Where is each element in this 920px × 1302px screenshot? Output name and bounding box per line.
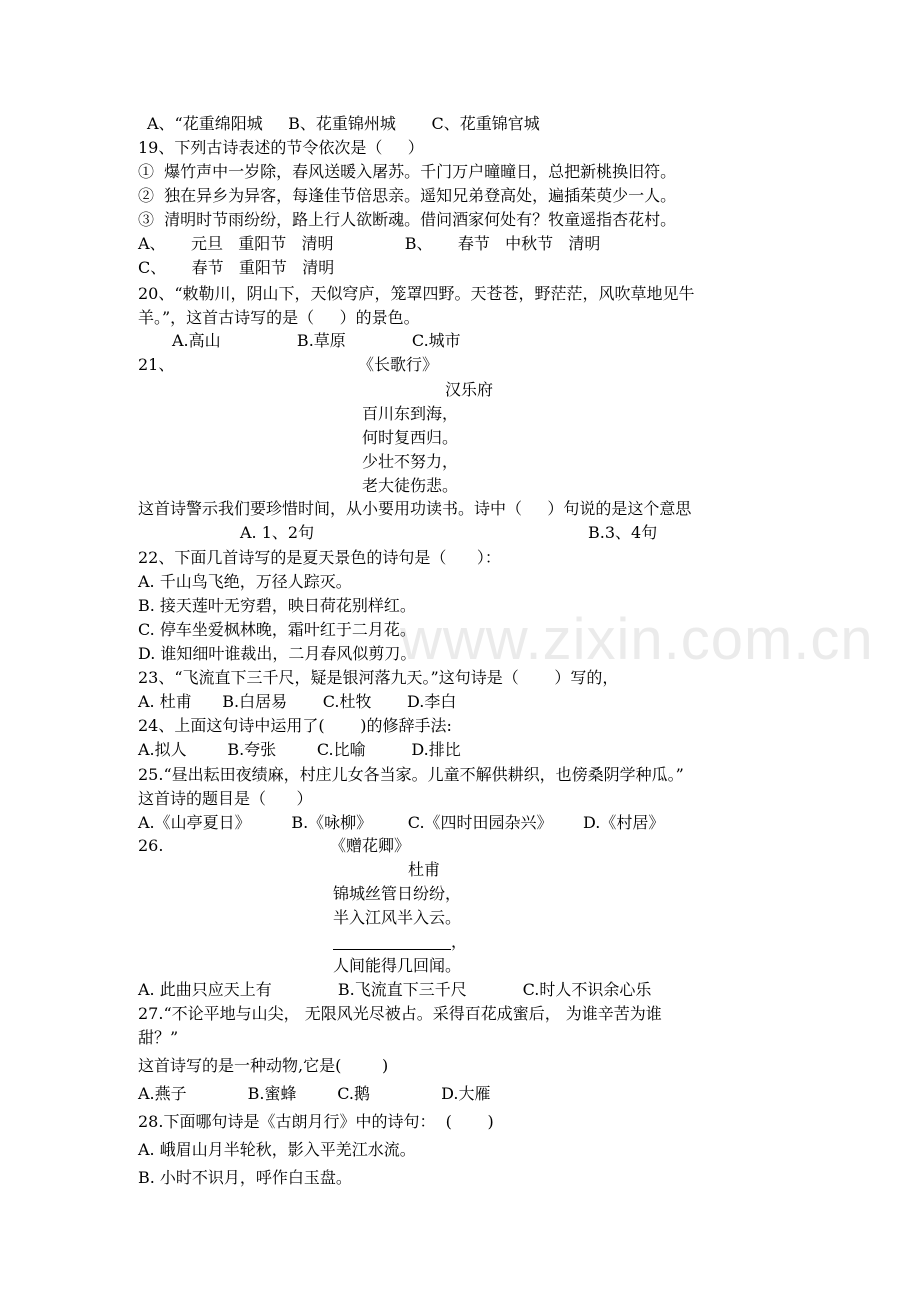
q20-question-line1: 20、“敕勒川，阴山下，天似穹庐，笼罩四野。天苍苍，野茫茫，风吹草地见牛 [138, 284, 695, 303]
q26-options: A. 此曲只应天上有 B.飞流直下三千尺 C.时人不识余心乐 [138, 980, 652, 999]
q26-poem-line1: 锦城丝管日纷纷， [333, 884, 462, 903]
q22-question: 22、下面几首诗写的是夏天景色的诗句是（ ）： [138, 548, 501, 567]
q20-options: A.高山 B.草原 C.城市 [172, 331, 461, 350]
q26-poem-line4: 人间能得几回闻。 [333, 956, 462, 975]
q27-ask: 这首诗写的是一种动物,它是( ) [138, 1056, 389, 1075]
q21-option-a: A. 1、2句 [240, 523, 315, 542]
q22-option-b: B. 接天莲叶无穷碧，映日荷花别样红。 [138, 596, 416, 615]
q27-question-line1: 27.“不论平地与山尖， 无限风光尽被占。采得百花成蜜后， 为谁辛苦为谁 [138, 1004, 662, 1023]
q19-poem-3: ③ 清明时节雨纷纷，路上行人欲断魂。借问酒家何处有？牧童遥指杏花村。 [138, 210, 677, 229]
q21-poem-line1: 百川东到海， [362, 404, 459, 423]
q21-poem-line4: 老大徒伤悲。 [362, 476, 459, 495]
q25-question-line1: 25.“昼出耘田夜绩麻，村庄儿女各当家。儿童不解供耕织，也傍桑阴学种瓜。” [138, 765, 684, 784]
q18-options: A、“花重绵阳城 B、花重锦州城 C、花重锦官城 [147, 114, 540, 133]
q26-poem-title: 《赠花卿》 [330, 836, 411, 855]
q25-options: A.《山亭夏日》 B.《咏柳》 C.《四时田园杂兴》 D.《村居》 [138, 813, 665, 832]
q26-poem-line2: 半入江风半入云。 [333, 908, 462, 927]
q21-option-b: B.3、4句 [588, 523, 658, 542]
q19-poem-2: ② 独在异乡为异客，每逢佳节倍思亲。遥知兄弟登高处，遍插茱萸少一人。 [138, 186, 677, 205]
q26-number: 26. [138, 836, 164, 855]
q28-option-b: B. 小时不识月，呼作白玉盘。 [138, 1168, 352, 1187]
q28-option-a: A. 峨眉山月半轮秋，影入平羌江水流。 [138, 1140, 416, 1159]
q28-question: 28.下面哪句诗是《古朗月行》中的诗句： ( ) [138, 1112, 494, 1131]
q22-option-d: D. 谁知细叶谁裁出，二月春风似剪刀。 [138, 644, 417, 663]
q23-options: A. 杜甫 B.白居易 C.杜牧 D.李白 [138, 692, 457, 711]
q26-answer-blank [333, 949, 451, 950]
q21-poem-title: 《长歌行》 [358, 355, 439, 374]
q22-option-c: C. 停车坐爱枫林晚，霜叶红于二月花。 [138, 620, 416, 639]
q24-options: A.拟人 B.夸张 C.比喻 D.排比 [138, 740, 461, 759]
watermark: www.zixin.com.cn [400, 607, 874, 672]
q22-option-a: A. 千山鸟飞绝，万径人踪灭。 [138, 572, 352, 591]
q21-question: 这首诗警示我们要珍惜时间，从小要用功读书。诗中（ ）句说的是这个意思 [138, 499, 692, 518]
q25-question-line2: 这首诗的题目是（ ） [138, 789, 313, 808]
q21-poem-line2: 何时复西归。 [362, 428, 459, 447]
q23-question: 23、“飞流直下三千尺，疑是银河落九天。”这句诗是（ ）写的， [138, 668, 619, 687]
q19-option-c: C、 春节 重阳节 清明 [138, 258, 335, 277]
q21-poem-author: 汉乐府 [445, 380, 494, 399]
q19-question: 19、下列古诗表述的节令依次是（ ） [138, 138, 424, 157]
q26-blank-comma: ， [451, 932, 468, 951]
q26-poem-author: 杜甫 [408, 860, 441, 879]
q20-question-line2: 羊。”，这首古诗写的是（ ）的景色。 [138, 308, 420, 327]
q24-question: 24、上面这句诗中运用了( )的修辞手法: [138, 716, 452, 735]
q19-poem-1: ① 爆竹声中一岁除，春风送暖入屠苏。千门万户曈曈日，总把新桃换旧符。 [138, 162, 677, 181]
q21-number: 21、 [138, 355, 175, 374]
q19-options-ab: A、 元旦 重阳节 清明 B、 春节 中秋节 清明 [138, 234, 601, 253]
q21-poem-line3: 少壮不努力， [362, 452, 459, 471]
q27-question-line2: 甜？” [138, 1028, 179, 1047]
q27-options: A.燕子 B.蜜蜂 C.鹅 D.大雁 [138, 1084, 491, 1103]
